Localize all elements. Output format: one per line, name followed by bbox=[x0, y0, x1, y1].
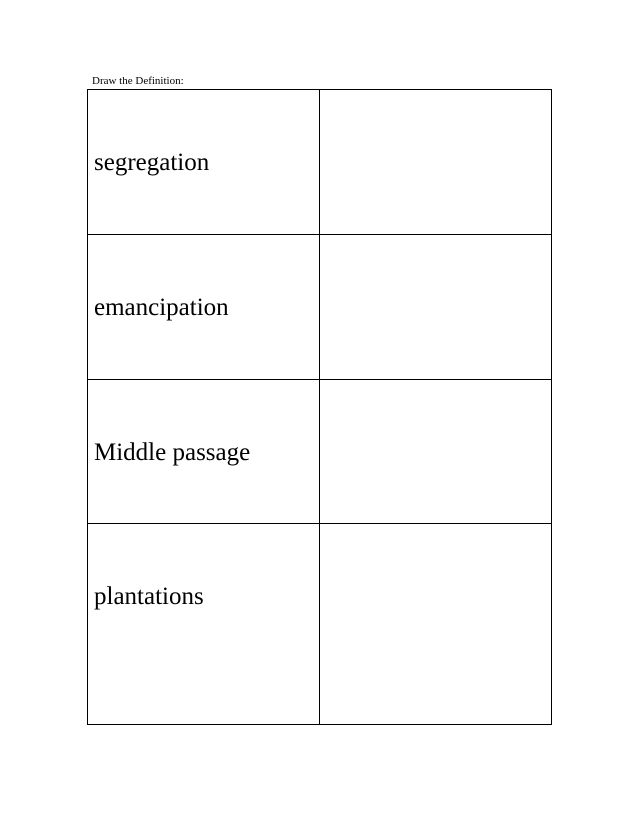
drawing-box bbox=[320, 524, 552, 725]
worksheet-heading: Draw the Definition: bbox=[92, 75, 184, 87]
drawing-box bbox=[320, 380, 552, 524]
term-text: emancipation bbox=[94, 294, 229, 321]
term-cell bbox=[88, 235, 320, 380]
vocabulary-table bbox=[87, 89, 552, 725]
term-cell bbox=[88, 380, 320, 524]
term-cell bbox=[88, 90, 320, 235]
term-cell bbox=[88, 524, 320, 725]
table-row bbox=[88, 90, 552, 235]
drawing-box bbox=[320, 235, 552, 380]
table-row bbox=[88, 524, 552, 725]
term-text: segregation bbox=[94, 149, 210, 176]
drawing-box bbox=[320, 90, 552, 235]
term-text: plantations bbox=[94, 583, 204, 610]
term-text: Middle passage bbox=[94, 439, 251, 466]
table-row bbox=[88, 235, 552, 380]
table-row bbox=[88, 380, 552, 524]
